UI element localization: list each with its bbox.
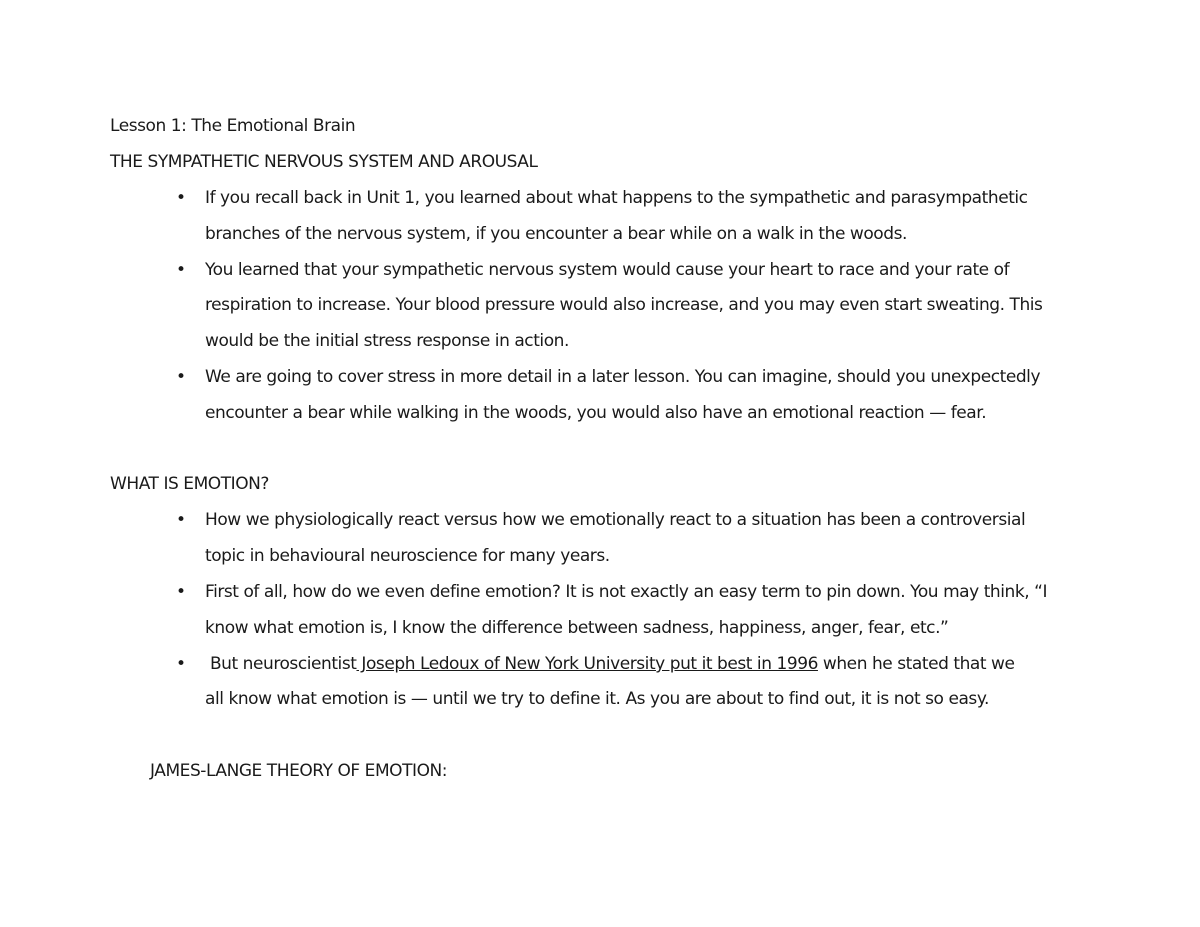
section-heading-what-is-emotion: WHAT IS EMOTION? <box>110 474 270 494</box>
list-item-text-line: branches of the nervous system, if you encounter a bear while on a walk in the woods. <box>205 224 907 244</box>
ledoux-reference-link[interactable]: Joseph Ledoux of New York University put it best in 1996 <box>356 654 818 674</box>
list-item-text-line: We are going to cover stress in more detail in a later lesson. You can imagine, should you unexpectedly <box>205 367 1041 387</box>
list-item-text-segment: But neuroscientist <box>205 654 357 674</box>
bullet-marker: • <box>176 510 187 530</box>
list-item-text-segment: when he stated that we <box>817 654 1015 674</box>
list-item-text-line <box>205 654 1015 674</box>
list-item-text-line: encounter a bear while walking in the woods, you would also have an emotional reaction — fear. <box>205 403 987 423</box>
section-heading-james-lange: JAMES-LANGE THEORY OF EMOTION: <box>150 761 448 781</box>
bullet-marker: • <box>176 367 187 387</box>
list-item-text-line: You learned that your sympathetic nervous system would cause your heart to race and your rate of <box>205 260 1010 280</box>
list-item-text-line: First of all, how do we even define emotion? It is not exactly an easy term to pin down. You may think, “I <box>205 582 1048 602</box>
section-heading-sympathetic: THE SYMPATHETIC NERVOUS SYSTEM AND AROUSAL <box>110 152 538 172</box>
bullet-marker: • <box>176 582 187 602</box>
lesson-title: Lesson 1: The Emotional Brain <box>110 116 356 136</box>
list-item-text-line: would be the initial stress response in action. <box>205 331 569 351</box>
bullet-marker: • <box>176 654 187 674</box>
list-item-text-line: How we physiologically react versus how we emotionally react to a situation has been a controversial <box>205 510 1026 530</box>
list-item-text-line: all know what emotion is — until we try to define it. As you are about to find out, it is not so easy. <box>205 689 989 709</box>
list-item-text-line: If you recall back in Unit 1, you learned about what happens to the sympathetic and parasympathetic <box>205 188 1028 208</box>
list-item-text-line: topic in behavioural neuroscience for many years. <box>205 546 610 566</box>
list-item-text-line: know what emotion is, I know the difference between sadness, happiness, anger, fear, etc.” <box>205 618 949 638</box>
bullet-marker: • <box>176 188 187 208</box>
bullet-marker: • <box>176 260 187 280</box>
list-item-text-line: respiration to increase. Your blood pressure would also increase, and you may even start sweating. This <box>205 295 1043 315</box>
